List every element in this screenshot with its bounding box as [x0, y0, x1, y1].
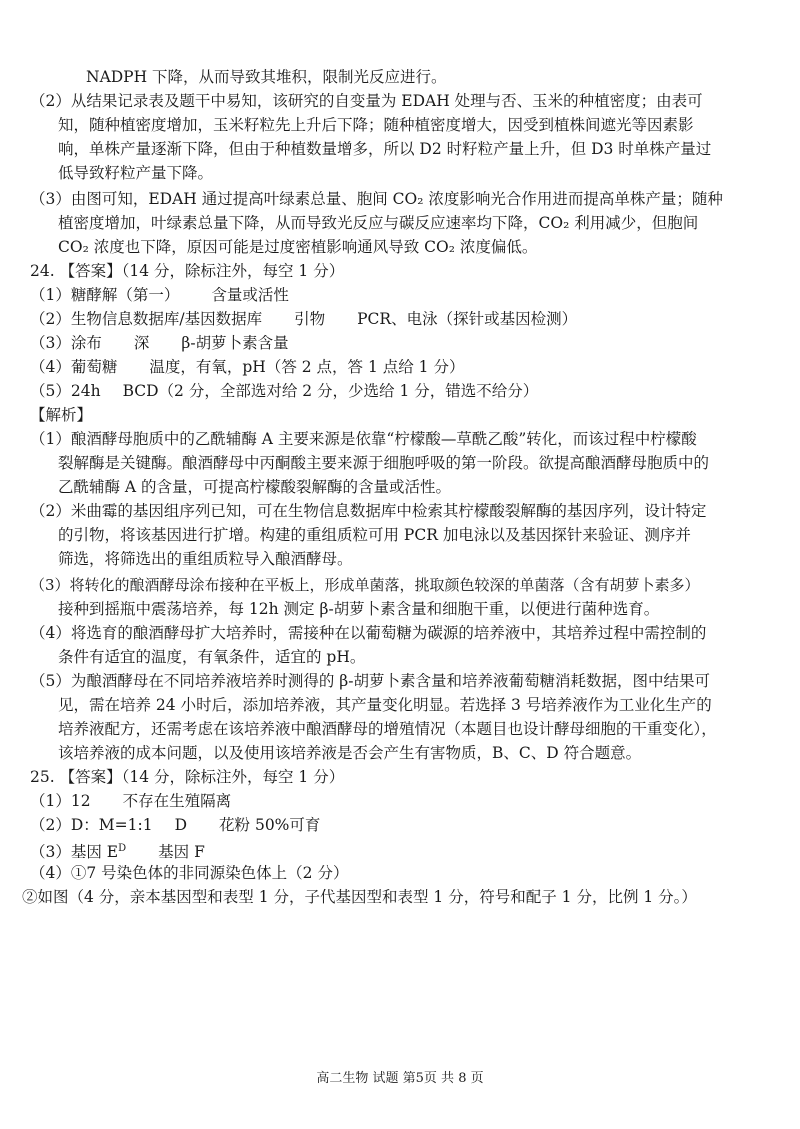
text-line: （2）米曲霉的基因组序列已知，可在生物信息数据库中检索其柠檬酸裂解酶的基因序列，设计特定 [30, 502, 707, 520]
answer-item: （1）糖酵解（第一） [30, 286, 180, 304]
answer-item: β-胡萝卜素含量 [181, 334, 289, 352]
answer-item: 花粉 50%可育 [219, 816, 321, 834]
answer-line [30, 332, 289, 354]
answer-item: 引物 [294, 310, 326, 328]
answer-item: D [174, 816, 188, 834]
text-line: 低导致籽粒产量下降。 [58, 164, 214, 182]
text-line: 乙酰辅酶 A 的含量，可提高柠檬酸裂解酶的含量或活性。 [58, 478, 452, 496]
text-line: 该培养液的成本问题，以及使用该培养液是否会产生有害物质，B、C、D 符合题意。 [58, 744, 642, 762]
text-line: 裂解酶是关键酶。酿酒酵母中丙酮酸主要来源于细胞呼吸的第一阶段。欲提高酿酒酵母胞质中的 [58, 454, 710, 472]
text-line: （2）从结果记录表及题干中易知，该研究的自变量为 EDAH 处理与否、玉米的种植密度；由表可 [30, 92, 703, 110]
answer-item: 温度，有氧，pH（答 2 点，答 1 点给 1 分） [149, 358, 465, 376]
text-line: （5）为酿酒酵母在不同培养液培养时测得的 β-胡萝卜素含量和培养液葡萄糖消耗数据，图中结果可 [30, 672, 710, 690]
answer-line: ②如图（4 分，亲本基因型和表型 1 分，子代基因型和表型 1 分，符号和配子 1 分，比例 1 分。） [22, 888, 697, 906]
answer-item: PCR、电泳（探针或基因检测） [357, 310, 578, 328]
text-line: 见，需在培养 24 小时后，添加培养液，其产量变化明显。若选择 3 号培养液作为工业化生产的 [58, 696, 712, 714]
answer-line [30, 284, 289, 306]
question-header: 24. 【答案】（14 分，除标注外，每空 1 分） [30, 262, 345, 280]
answer-item: 不存在生殖隔离 [122, 792, 232, 810]
analysis-heading: 【解析】 [30, 406, 93, 424]
answer-item: 基因 F [158, 843, 205, 862]
text-line: CO₂ 浓度也下降，原因可能是过度密植影响通风导致 CO₂ 浓度偏低。 [58, 238, 538, 256]
answer-line [30, 790, 231, 812]
answer-item: （3）涂布 [30, 334, 102, 352]
answer-item: 含量或活性 [211, 286, 289, 304]
answer-item: （5）24h [30, 382, 101, 400]
text-line: 响，单株产量逐渐下降，但由于种植数量增多，所以 D2 时籽粒产量上升，但 D3 时单株产量过 [58, 140, 712, 158]
text-line: （1）酿酒酵母胞质中的乙酰辅酶 A 主要来源是依靠“柠檬酸—草酰乙酸”转化，而该过程中柠檬酸 [30, 430, 697, 448]
text-line: 的引物，将该基因进行扩增。构建的重组质粒可用 PCR 加电泳以及基因探针来验证、测序并 [58, 526, 691, 544]
text-line: 筛选，将筛选出的重组质粒导入酿酒酵母。 [58, 550, 353, 568]
answer-item: （4）葡萄糖 [30, 358, 118, 376]
page-footer: 高二生物 试题 第5页 共 8 页 [316, 1071, 484, 1086]
superscript: D [118, 843, 127, 854]
text-line: （3）将转化的酿酒酵母涂布接种在平板上，形成单菌落，挑取颜色较深的单菌落（含有胡萝卜素多） [30, 576, 700, 594]
text-line: NADPH 下降，从而导致其堆积，限制光反应进行。 [86, 68, 447, 86]
answer-item: （2）生物信息数据库/基因数据库 [30, 310, 263, 328]
answer-item: （1）12 [30, 792, 91, 810]
answer-item: （2）D：M=1:1 [30, 816, 153, 834]
text-line: 接种到摇瓶中震荡培养，每 12h 测定 β-胡萝卜素含量和细胞干重，以便进行菌种选育。 [58, 600, 660, 618]
answer-item: （3）基因 E [30, 843, 119, 862]
answer-line [30, 380, 538, 402]
text-line: （3）由图可知，EDAH 通过提高叶绿素总量、胞间 CO₂ 浓度影响光合作用进而提高单株产量；随种 [30, 190, 723, 208]
answer-line: （4）①7 号染色体的非同源染色体上（2 分） [30, 864, 349, 882]
answer-line [30, 356, 464, 378]
text-line: 植密度增加，叶绿素总量下降，从而导致光反应与碳反应速率均下降，CO₂ 利用减少，但胞间 [58, 214, 699, 232]
text-line: 知，随种植密度增加，玉米籽粒先上升后下降；随种植密度增大，因受到植株间遮光等因素影 [58, 116, 694, 134]
answer-item: BCD（2 分，全部选对给 2 分，少选给 1 分，错选不给分） [122, 382, 539, 400]
answer-item: 深 [133, 334, 150, 352]
answer-line [30, 814, 320, 836]
text-line: 条件有适宜的温度，有氧条件，适宜的 pH。 [58, 648, 366, 666]
answer-line [30, 308, 577, 330]
question-header: 25. 【答案】（14 分，除标注外，每空 1 分） [30, 768, 345, 786]
text-line: （4）将选育的酿酒酵母扩大培养时，需接种在以葡萄糖为碳源的培养液中，其培养过程中需控制的 [30, 624, 707, 642]
text-line: 培养液配方，还需考虑在该培养液中酿酒酵母的增殖情况（本题目也设计酵母细胞的干重变化）， [58, 720, 717, 738]
answer-line [30, 838, 205, 863]
